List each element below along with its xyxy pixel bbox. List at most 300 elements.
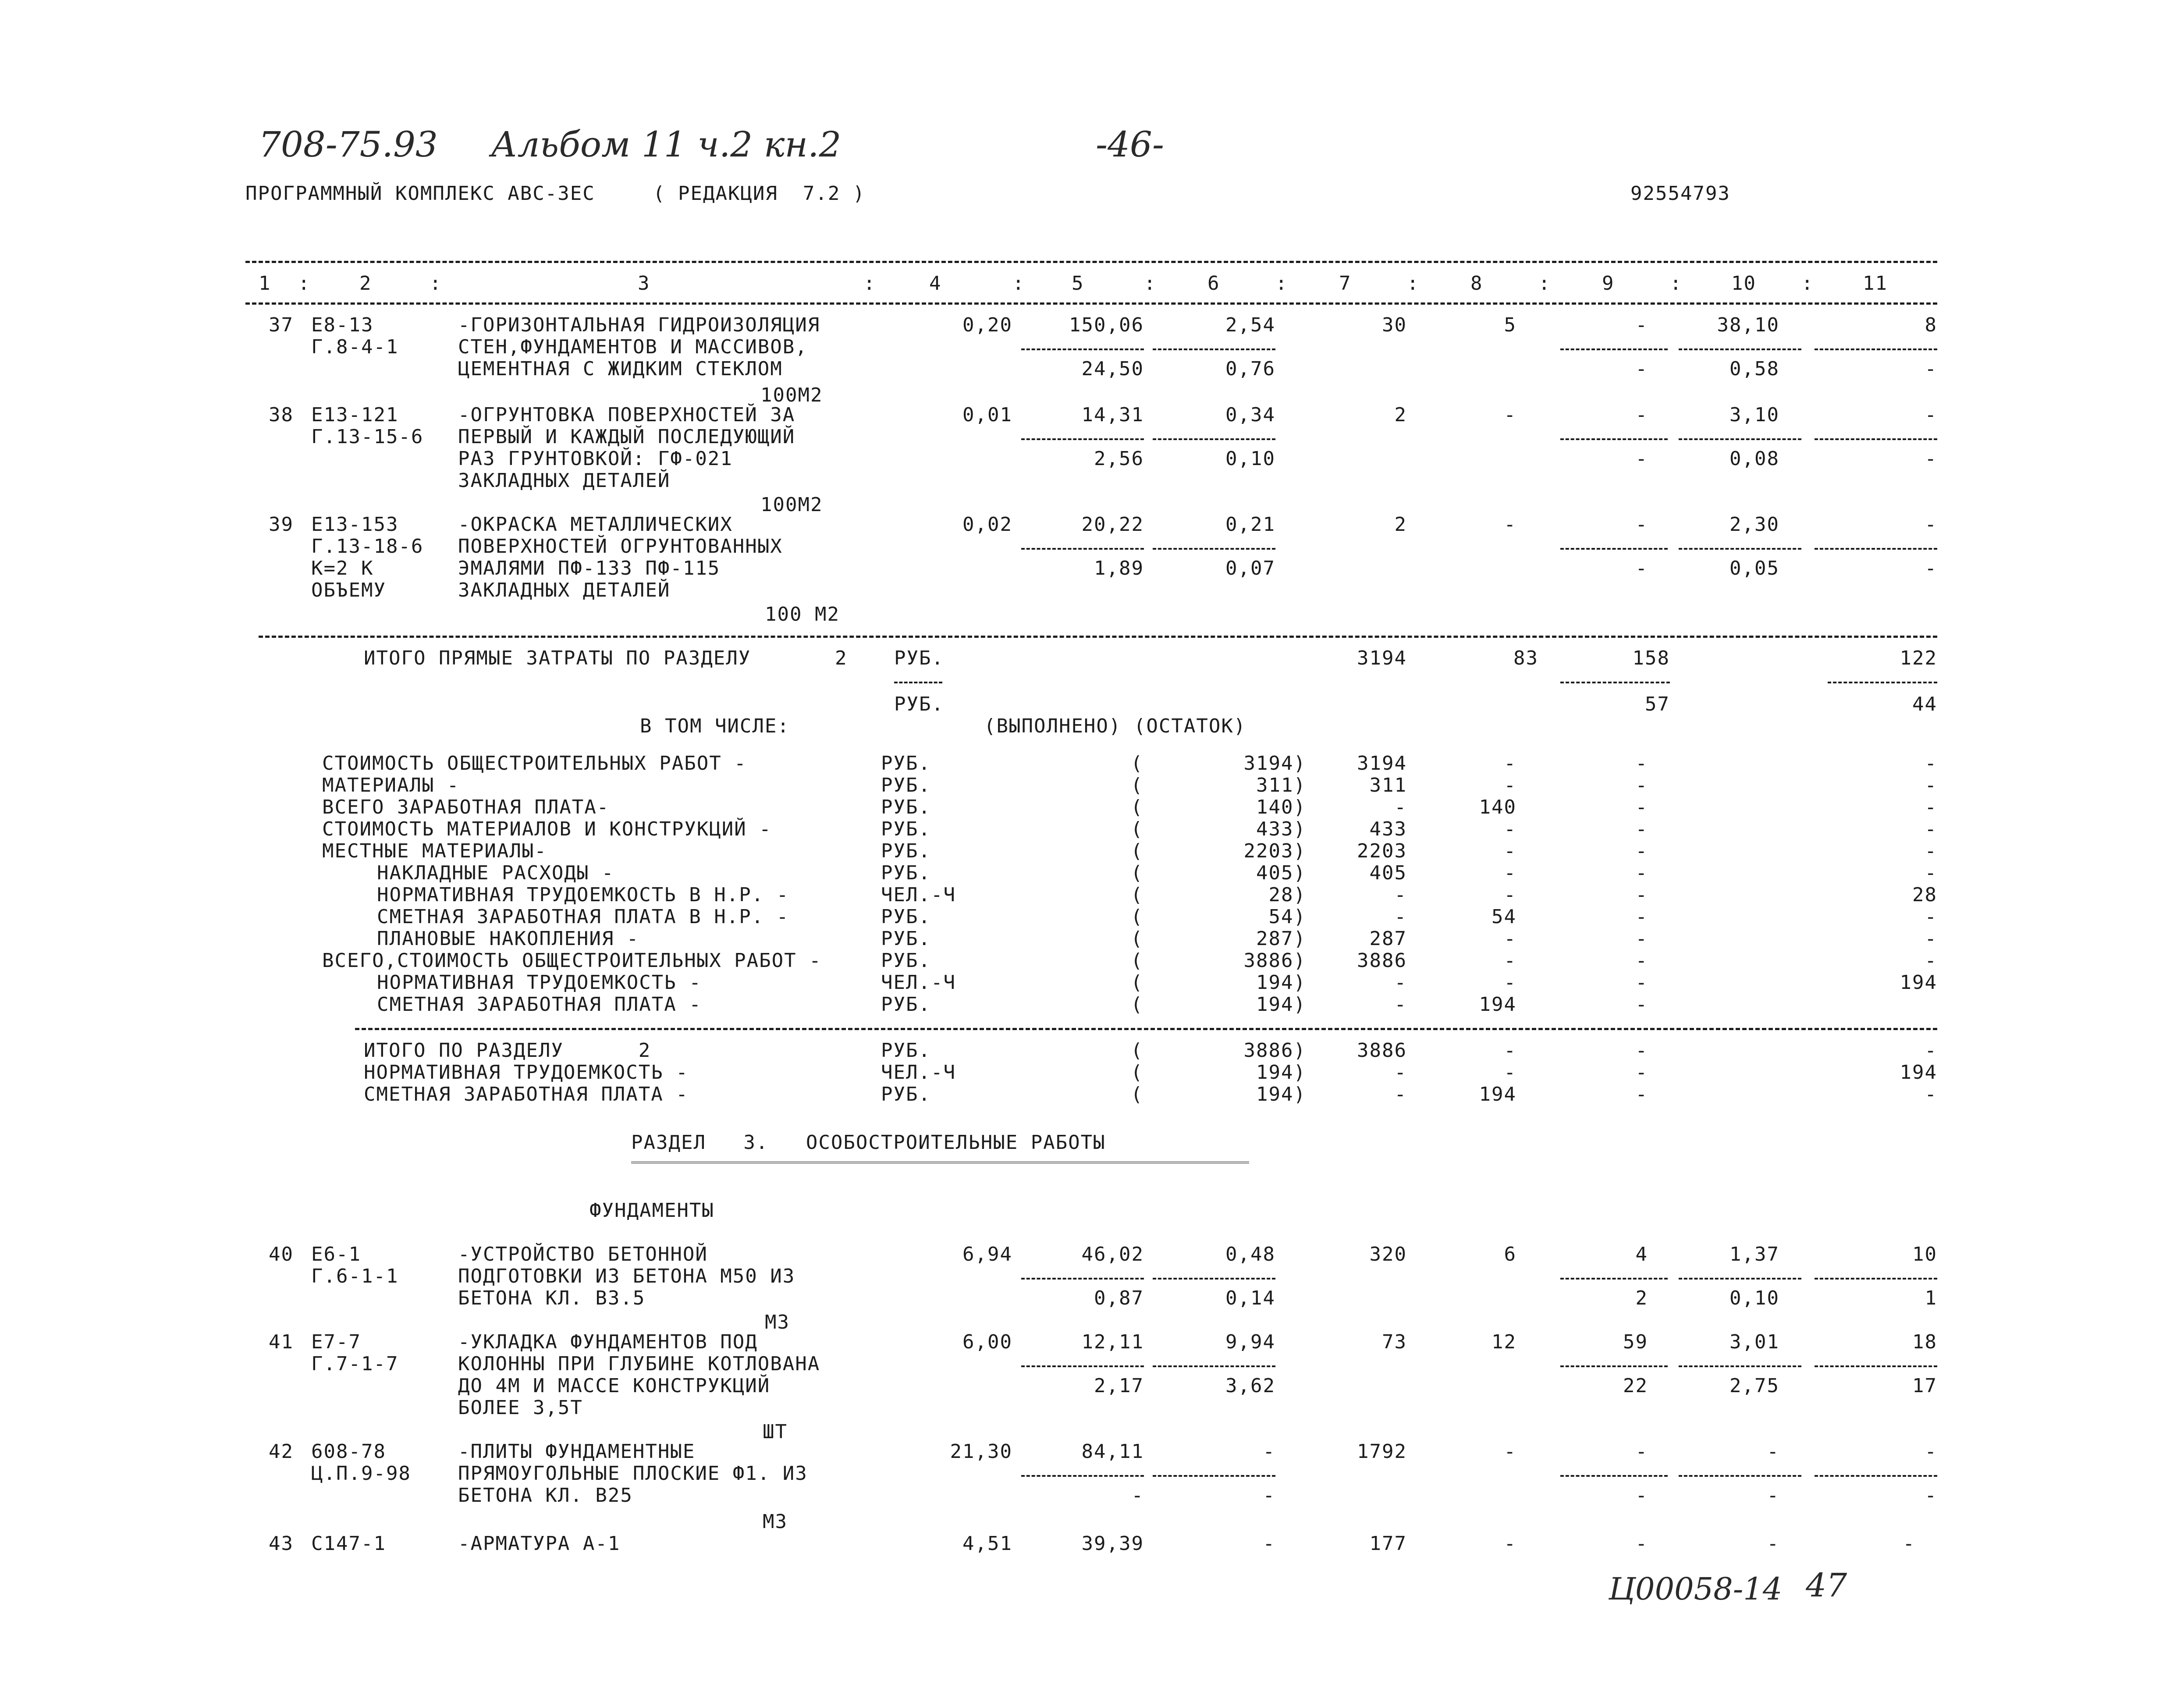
section-total-c9: -	[1635, 1083, 1648, 1105]
summary-paren-open: (	[1131, 840, 1143, 862]
section-total-unit: ЧЕЛ.-Ч	[881, 1061, 956, 1084]
summary-label: СМЕТНАЯ ЗАРАБОТНАЯ ПЛАТА В Н.Р. -	[377, 906, 789, 928]
summary-c9: -	[1635, 906, 1648, 928]
cell-unit-price: 46,02	[1081, 1243, 1144, 1265]
col-6: 6	[1207, 272, 1220, 295]
cell-divider	[1679, 548, 1801, 550]
item-description: ЭМАЛЯМИ ПФ-133 ПФ-115	[458, 557, 721, 579]
summary-c7: 433	[1369, 818, 1407, 840]
item-code: Е6-1	[311, 1243, 361, 1265]
item-unit: 100М2	[760, 494, 823, 516]
total-direct-unit: РУБ.	[894, 647, 944, 669]
summary-label: МАТЕРИАЛЫ -	[322, 774, 460, 796]
item-code: ОБЪЕМУ	[311, 579, 386, 601]
section-total-unit: РУБ.	[881, 1039, 931, 1062]
item-number: 41	[269, 1331, 294, 1353]
summary-c9: -	[1635, 818, 1648, 840]
summary-label: ПЛАНОВЫЕ НАКОПЛЕНИЯ -	[377, 928, 639, 950]
cell-wage: 0,34	[1225, 404, 1275, 426]
cell-machines: -	[1635, 314, 1648, 336]
summary-c11: -	[1925, 818, 1937, 840]
summary-paren-open: (	[1131, 818, 1143, 840]
cell-labor: 1,37	[1729, 1243, 1779, 1265]
cell-wage: 2,54	[1225, 314, 1275, 336]
item-unit: 100М2	[760, 384, 823, 406]
cell-divider	[1021, 438, 1144, 440]
cell-divider	[1153, 1278, 1275, 1280]
cell-wage-sub: 0,14	[1225, 1287, 1275, 1309]
cell-divider	[1679, 438, 1801, 440]
total-direct-c11b: 44	[1912, 693, 1937, 715]
page-number: -46-	[1096, 124, 1164, 165]
summary-c9: -	[1635, 774, 1648, 796]
cell-divider	[1815, 1475, 1937, 1477]
item-description: -ОГРУНТОВКА ПОВЕРХНОСТЕЙ ЗА	[458, 404, 795, 426]
cell-labor-sub: 0,58	[1729, 358, 1779, 380]
item-number: 37	[269, 314, 294, 336]
cell-labor-total-sub: -	[1925, 448, 1937, 470]
summary-c8: 140	[1479, 796, 1516, 818]
summary-c8: -	[1504, 818, 1516, 840]
cell-qty: 0,20	[962, 314, 1012, 336]
summary-paren-open: (	[1131, 796, 1143, 818]
cell-divider	[1021, 1475, 1144, 1477]
cell-machines-sub: -	[1635, 1484, 1648, 1507]
summary-c7: -	[1394, 796, 1407, 818]
summary-unit: РУБ.	[881, 928, 931, 950]
col-8: 8	[1470, 272, 1483, 295]
item-description: -ГОРИЗОНТАЛЬНАЯ ГИДРОИЗОЛЯЦИЯ	[458, 314, 820, 336]
col-10: 10	[1731, 272, 1756, 295]
item-description: КОЛОННЫ ПРИ ГЛУБИНЕ КОТЛОВАНА	[458, 1353, 820, 1375]
section-total-c11: -	[1925, 1083, 1937, 1105]
section-total-c8: -	[1504, 1061, 1516, 1084]
summary-c7: 405	[1369, 862, 1407, 884]
cell-qty: 0,01	[962, 404, 1012, 426]
cell-machines: 4	[1635, 1243, 1648, 1265]
cell-labor-total-sub: -	[1925, 1484, 1937, 1507]
cell-unit-price-sub: 24,50	[1081, 358, 1144, 380]
summary-c11: -	[1925, 928, 1937, 950]
cell-divider	[1021, 548, 1144, 550]
cell-labor-total: 8	[1925, 314, 1937, 336]
cell-divider	[1021, 348, 1144, 350]
section-total-c7: 3886	[1357, 1039, 1407, 1062]
summary-c8: -	[1504, 971, 1516, 994]
summary-c9: -	[1635, 949, 1648, 972]
summary-unit: РУБ.	[881, 993, 931, 1016]
cell-divider	[1815, 348, 1937, 350]
cell-divider	[1560, 1475, 1668, 1477]
total-direct-c7: 3194	[1357, 647, 1407, 669]
cell-labor-total-sub: 17	[1912, 1375, 1937, 1397]
section-total-unit: РУБ.	[881, 1083, 931, 1105]
cell-wage-sub: 0,10	[1225, 448, 1275, 470]
item-code: Ц.П.9-98	[311, 1462, 411, 1485]
item-code: Е13-153	[311, 513, 399, 536]
item-code: Е7-7	[311, 1331, 361, 1353]
item-number: 40	[269, 1243, 294, 1265]
program-name: ПРОГРАММНЫЙ КОМПЛЕКС АВС-3ЕС	[245, 182, 595, 205]
summary-c8: 194	[1479, 993, 1516, 1016]
summary-c11: -	[1925, 862, 1937, 884]
scanned-page: 708-75.93 Альбом 11 ч.2 кн.2 -46- ПРОГРАММНЫЙ КОМПЛЕКС АВС-3ЕС ( РЕДАКЦИЯ 7.2 ) 92554793 1 : 2 : 3 : 4 : 5 : 6 : 7 : 8 : 9 : 10 : 11 37 Е8-13 Г.8-4-1 -ГОРИЗОНТАЛЬНАЯ ГИДРОИЗОЛЯЦИЯ СТЕН,ФУНДАМЕНТОВ И МАССИВОВ, ЦЕМЕНТНАЯ С ЖИДКИМ СТЕКЛОМ 100М2 0,20 150,06 2,54 30 5 - 38,10 8 24,50 0,76 - 0,58 - 38 Е13-121 Г.13-15-6 -ОГРУНТОВКА ПОВЕРХНОСТЕЙ ЗА ПЕРВЫЙ И КАЖДЫЙ ПОСЛЕДУЮЩИЙ РАЗ ГРУНТОВКОЙ: ГФ-021 ЗАКЛАДНЫХ ДЕТАЛЕЙ 100М2 0,01 14,31 0,34 2 - - 3,10 - 2,56 0,10 - 0,08 - 39 Е13-153 Г.13-18-6 К=2 К ОБЪЕМУ -ОКРАСКА МЕТАЛЛИЧЕСКИХ ПОВЕРХНОСТЕЙ ОГРУНТОВАННЫХ ЭМАЛЯМИ ПФ-133 ПФ-115 ЗАКЛАДНЫХ ДЕТАЛЕЙ 100 М2 0,02 20,22 0,21 2 - - 2,30 - 1,89 0,07 - 0,05 - ИТОГО ПРЯМЫЕ ЗАТРАТЫ ПО РАЗДЕЛУ 2 РУБ. 3194 83 158 122 РУБ. 57 44 В ТОМ ЧИСЛЕ: (ВЫПОЛНЕНО) (ОСТАТОК) СТОИМОСТЬ ОБЩЕСТРОИТЕЛЬНЫХ РАБОТ - РУБ. ( 3194) 3194 - - - МАТЕРИАЛЫ - РУБ. ( 311) 311 - - - ВСЕГО ЗАРАБОТНАЯ ПЛАТА- РУБ. ( 140) - 140 - - СТОИМОСТЬ МАТЕРИАЛОВ И КОНСТРУКЦИЙ - РУБ. ( 433) 433 - - - МЕСТНЫЕ МАТЕРИАЛЫ- РУБ. ( 2203) 2203 - - - НАКЛАДНЫЕ РАСХОДЫ - РУБ. ( 405) 405 - - - НОРМАТИВНАЯ ТРУДОЕМКОСТЬ В Н.Р. - ЧЕЛ.-Ч ( 28) - - - 28 СМЕТНАЯ ЗАРАБОТНАЯ ПЛАТА В Н.Р. - РУБ. ( 54) - 54 - - ПЛАНОВЫЕ НАКОПЛЕНИЯ - РУБ. ( 287) 287 - - - ВСЕГО,СТОИМОСТЬ ОБЩЕСТРОИТЕЛЬНЫХ РАБОТ - РУБ. ( 3886) 3886 - - - НОРМАТИВНАЯ ТРУДОЕМКОСТЬ - ЧЕЛ.-Ч ( 194) - - - 194 СМЕТНАЯ ЗАРАБОТНАЯ ПЛАТА - РУБ. ( 194) - 194 - ИТОГО ПО РАЗДЕЛУ 2 РУБ. ( 3886) 3886 - - - НОРМАТИВНАЯ ТРУДОЕМКОСТЬ - ЧЕЛ.-Ч ( 194) - - - 194 СМЕТНАЯ ЗАРАБОТНАЯ ПЛАТА - РУБ. ( 194) - 194 - - РАЗДЕЛ 3. ОСОБОСТРОИТЕЛЬНЫЕ РАБОТЫ ФУНДАМЕНТЫ 40 Е6-1 Г.6-1-1 -УСТРОЙСТВО БЕТОННОЙ ПОДГОТОВКИ ИЗ БЕТОНА М50 ИЗ БЕТОНА КЛ. В3.5 М3 6,94 46,02 0,48 320 6 4 1,37 10 0,87 0,14 2 0,10 1 41 Е7-7 Г.7-1-7 -УКЛАДКА ФУНДАМЕНТОВ ПОД КОЛОННЫ ПРИ ГЛУБИНЕ КОТЛОВАНА ДО 4М И МАССЕ КОНСТРУКЦИЙ БОЛЕЕ 3,5Т ШТ 6,00 12,11 9,94 73 12 59 3,01 18 2,17 3,62 22 2,75 17 42 608-78 Ц.П.9-98 -ПЛИТЫ ФУНДАМЕНТНЫЕ ПРЯМОУГОЛЬНЫЕ ПЛОСКИЕ Ф1. ИЗ БЕТОНА КЛ. В25 М3 21,30 84,11 - 1792 - - - - - - - - - 43 С147-1 -АРМАТУРА А-1 4,51 39,39 - 177 - - - - Ц00058-14 47	[245, 124, 1937, 1607]
item-number: 38	[269, 404, 294, 426]
section-3-underline	[631, 1162, 1249, 1166]
summary-paren-open: (	[1131, 906, 1143, 928]
cell-divider	[1679, 1475, 1801, 1477]
section-rule	[259, 636, 1937, 638]
item-description: ЦЕМЕНТНАЯ С ЖИДКИМ СТЕКЛОМ	[458, 358, 783, 380]
section-total-c9: -	[1635, 1061, 1648, 1084]
summary-c7: 3886	[1357, 949, 1407, 972]
col-5: 5	[1072, 272, 1084, 295]
summary-c8: -	[1504, 752, 1516, 775]
cell-divider	[1815, 1365, 1937, 1367]
summary-c7: -	[1394, 884, 1407, 906]
cell-unit-price-sub: 2,17	[1094, 1375, 1144, 1397]
cell-divider	[1021, 1365, 1144, 1367]
cell-machines-sub: -	[1635, 358, 1648, 380]
item-description: ПРЯМОУГОЛЬНЫЕ ПЛОСКИЕ Ф1. ИЗ	[458, 1462, 808, 1485]
summary-value: 287)	[1256, 928, 1306, 950]
cell-labor: 2,30	[1729, 513, 1779, 536]
section-total-c7: -	[1394, 1061, 1407, 1084]
summary-c11: -	[1925, 774, 1937, 796]
item-description: ПОДГОТОВКИ ИЗ БЕТОНА М50 ИЗ	[458, 1265, 795, 1287]
cell-wages-total: 12	[1492, 1331, 1516, 1353]
cell-total: 2	[1394, 404, 1407, 426]
summary-label: НОРМАТИВНАЯ ТРУДОЕМКОСТЬ -	[377, 971, 702, 994]
cell-wage-sub: 0,76	[1225, 358, 1275, 380]
col-11: 11	[1863, 272, 1888, 295]
cell-wage: 9,94	[1225, 1331, 1275, 1353]
cell-divider	[1153, 1475, 1275, 1477]
summary-label: СТОИМОСТЬ ОБЩЕСТРОИТЕЛЬНЫХ РАБОТ -	[322, 752, 747, 775]
cell-machines: -	[1635, 1440, 1648, 1463]
item-description: БОЛЕЕ 3,5Т	[458, 1397, 583, 1419]
cell-labor-sub: 0,05	[1729, 557, 1779, 579]
summary-paren-open: (	[1131, 774, 1143, 796]
doc-code: 708-75.93	[259, 124, 438, 165]
col-2: 2	[359, 272, 372, 295]
summary-c8: -	[1504, 774, 1516, 796]
section-total-c9: -	[1635, 1039, 1648, 1062]
item-number: 42	[269, 1440, 294, 1463]
cell-labor: 38,10	[1717, 314, 1779, 336]
item-code: Е13-121	[311, 404, 399, 426]
item-number: 39	[269, 513, 294, 536]
cell-divider	[1560, 438, 1668, 440]
summary-unit: РУБ.	[881, 796, 931, 818]
cell-wage-sub: 0,07	[1225, 557, 1275, 579]
item-description: -УКЛАДКА ФУНДАМЕНТОВ ПОД	[458, 1331, 758, 1353]
bottom-number: 47	[1806, 1567, 1847, 1604]
cell-qty: 6,00	[962, 1331, 1012, 1353]
item-code: Г.13-18-6	[311, 535, 424, 558]
cell-wage-sub: -	[1263, 1484, 1275, 1507]
cell-unit-price-sub: 1,89	[1094, 557, 1144, 579]
summary-value: 405)	[1256, 862, 1306, 884]
summary-c11: 194	[1900, 971, 1937, 994]
album-label: Альбом 11 ч.2 кн.2	[491, 124, 842, 165]
summary-unit: РУБ.	[881, 906, 931, 928]
cell-divider	[1153, 438, 1275, 440]
cell-divider	[1153, 1365, 1275, 1367]
section-total-value: 3886)	[1243, 1039, 1306, 1062]
item-code: Г.7-1-7	[311, 1353, 399, 1375]
summary-paren-open: (	[1131, 884, 1143, 906]
summary-c9: -	[1635, 971, 1648, 994]
cell-machines: -	[1635, 404, 1648, 426]
summary-unit: РУБ.	[881, 840, 931, 862]
section-total-paren-open: (	[1131, 1039, 1143, 1062]
cell-unit-price: 20,22	[1081, 513, 1144, 536]
cell-total: 73	[1382, 1331, 1407, 1353]
cell-divider	[1560, 1365, 1668, 1367]
summary-c9: -	[1635, 993, 1648, 1016]
cell-labor-total-sub: 1	[1925, 1287, 1937, 1309]
section-total-c7: -	[1394, 1083, 1407, 1105]
summary-c11: 28	[1912, 884, 1937, 906]
item-description: СТЕН,ФУНДАМЕНТОВ И МАССИВОВ,	[458, 336, 808, 358]
cell-unit-price: 12,11	[1081, 1331, 1144, 1353]
item-description: ПОВЕРХНОСТЕЙ ОГРУНТОВАННЫХ	[458, 535, 783, 558]
section-total-paren-open: (	[1131, 1061, 1143, 1084]
total-direct-c11: 122	[1900, 647, 1937, 669]
cell-wages-total: -	[1504, 513, 1516, 536]
summary-value: 194)	[1256, 993, 1306, 1016]
cell-unit-price-sub: 0,87	[1094, 1287, 1144, 1309]
cell-divider	[1679, 348, 1801, 350]
item-description: ЗАКЛАДНЫХ ДЕТАЛЕЙ	[458, 579, 671, 601]
cell-machines-sub: -	[1635, 448, 1648, 470]
col-7: 7	[1339, 272, 1352, 295]
summary-unit: ЧЕЛ.-Ч	[881, 971, 956, 994]
cell-total: 1792	[1357, 1440, 1407, 1463]
cell-labor-total: -	[1925, 404, 1937, 426]
section-total-c11: 194	[1900, 1061, 1937, 1084]
cell-labor: 3,01	[1729, 1331, 1779, 1353]
summary-value: 54)	[1268, 906, 1306, 928]
cell-labor-sub: 0,08	[1729, 448, 1779, 470]
cell-qty: 21,30	[950, 1440, 1012, 1463]
cell-divider	[1153, 548, 1275, 550]
cell-qty: 0,02	[962, 513, 1012, 536]
cell-labor-total-sub: -	[1925, 358, 1937, 380]
cell-total: 2	[1394, 513, 1407, 536]
item-code: Г.8-4-1	[311, 336, 399, 358]
summary-label: СТОИМОСТЬ МАТЕРИАЛОВ И КОНСТРУКЦИЙ -	[322, 818, 772, 840]
cell-divider	[1560, 1278, 1668, 1280]
item-unit: 100 М2	[765, 603, 840, 626]
summary-paren-open: (	[1131, 752, 1143, 775]
summary-paren-open: (	[1131, 928, 1143, 950]
cell-labor-total-sub: -	[1925, 557, 1937, 579]
summary-unit: РУБ.	[881, 862, 931, 884]
cell-unit-price: 150,06	[1069, 314, 1144, 336]
item-unit: М3	[763, 1511, 788, 1533]
item-code: Г.6-1-1	[311, 1265, 399, 1287]
cell-wage: 0,48	[1225, 1243, 1275, 1265]
summary-c7: -	[1394, 906, 1407, 928]
cell-divider	[1153, 348, 1275, 350]
item-description: БЕТОНА КЛ. В25	[458, 1484, 633, 1507]
summary-value: 194)	[1256, 971, 1306, 994]
summary-c8: -	[1504, 928, 1516, 950]
cell-machines-sub: 2	[1635, 1287, 1648, 1309]
summary-c7: 287	[1369, 928, 1407, 950]
summary-c11: -	[1925, 949, 1937, 972]
cell-divider	[1815, 438, 1937, 440]
cell-divider	[1560, 348, 1668, 350]
summary-c8: -	[1504, 884, 1516, 906]
cell-wages-total: -	[1504, 1440, 1516, 1463]
cell-labor-total: -	[1925, 513, 1937, 536]
summary-rule	[355, 1028, 1937, 1030]
section-3-subtitle: ФУНДАМЕНТЫ	[590, 1199, 714, 1222]
summary-c7: 3194	[1357, 752, 1407, 775]
cell-labor-total: 18	[1912, 1331, 1937, 1353]
summary-value: 311)	[1256, 774, 1306, 796]
item-description: -ОКРАСКА МЕТАЛЛИЧЕСКИХ	[458, 513, 733, 536]
item-code: Г.13-15-6	[311, 426, 424, 448]
summary-c8: -	[1504, 840, 1516, 862]
summary-paren-open: (	[1131, 862, 1143, 884]
section-total-paren-open: (	[1131, 1083, 1143, 1105]
summary-unit: ЧЕЛ.-Ч	[881, 884, 956, 906]
total-direct-unit2: РУБ.	[894, 693, 944, 715]
item-description: БЕТОНА КЛ. В3.5	[458, 1287, 646, 1309]
cell-wage-sub: 3,62	[1225, 1375, 1275, 1397]
program-edition: ( РЕДАКЦИЯ 7.2 )	[653, 182, 866, 205]
item-code: К=2 К	[311, 557, 374, 579]
summary-paren-open: (	[1131, 949, 1143, 972]
item-code: Е8-13	[311, 314, 374, 336]
cell-divider	[1815, 548, 1937, 550]
section-total-c8: 194	[1479, 1083, 1516, 1105]
total-direct-c9: 158	[1632, 647, 1670, 669]
cell-machines-sub: -	[1635, 557, 1648, 579]
cell-labor-sub: 2,75	[1729, 1375, 1779, 1397]
summary-label: НАКЛАДНЫЕ РАСХОДЫ -	[377, 862, 614, 884]
summary-c11: -	[1925, 796, 1937, 818]
cell-unit-price-sub: -	[1131, 1484, 1144, 1507]
summary-c7: -	[1394, 971, 1407, 994]
summary-label: ВСЕГО ЗАРАБОТНАЯ ПЛАТА-	[322, 796, 610, 818]
bottom-code: Ц00058-14	[1609, 1571, 1783, 1607]
summary-c7: 2203	[1357, 840, 1407, 862]
item-unit: ШТ	[763, 1421, 788, 1443]
col-9: 9	[1602, 272, 1615, 295]
summary-c9: -	[1635, 796, 1648, 818]
cell-wage: -	[1263, 1440, 1275, 1463]
cell-divider	[1679, 1278, 1801, 1280]
cell-unit-price: 14,31	[1081, 404, 1144, 426]
summary-value: 433)	[1256, 818, 1306, 840]
section-total-label: СМЕТНАЯ ЗАРАБОТНАЯ ПЛАТА -	[364, 1083, 689, 1105]
total-direct-c8: 83	[1513, 647, 1538, 669]
cell-qty: 6,94	[962, 1243, 1012, 1265]
cell-machines-sub: 22	[1623, 1375, 1648, 1397]
summary-c7: -	[1394, 993, 1407, 1016]
summary-c11: -	[1925, 840, 1937, 862]
item-description: ЗАКЛАДНЫХ ДЕТАЛЕЙ	[458, 469, 671, 492]
item-description: -УСТРОЙСТВО БЕТОННОЙ	[458, 1243, 708, 1265]
cell-total: 30	[1382, 314, 1407, 336]
summary-c9: -	[1635, 884, 1648, 906]
summary-paren-open: (	[1131, 993, 1143, 1016]
total-direct-c9b: 57	[1645, 693, 1670, 715]
cell-divider	[1679, 1365, 1801, 1367]
cell-labor-sub: 0,10	[1729, 1287, 1779, 1309]
summary-value: 2203)	[1243, 840, 1306, 862]
summary-c8: -	[1504, 862, 1516, 884]
cell-wages-total: 6	[1504, 1243, 1516, 1265]
cell-unit-price-sub: 2,56	[1094, 448, 1144, 470]
cell-divider	[1021, 1278, 1144, 1280]
summary-c8: -	[1504, 949, 1516, 972]
cell-divider	[1560, 548, 1668, 550]
summary-label: СМЕТНАЯ ЗАРАБОТНАЯ ПЛАТА -	[377, 993, 702, 1016]
item-description: ДО 4М И МАССЕ КОНСТРУКЦИЙ	[458, 1375, 771, 1397]
cell-divider	[1815, 1278, 1937, 1280]
total-direct-label: ИТОГО ПРЯМЫЕ ЗАТРАТЫ ПО РАЗДЕЛУ	[364, 647, 751, 669]
col-4: 4	[929, 272, 942, 295]
cell-total: 320	[1369, 1243, 1407, 1265]
cell-labor: -	[1767, 1440, 1779, 1463]
cell-labor-total: -	[1925, 1440, 1937, 1463]
summary-c8: 54	[1492, 906, 1516, 928]
cell-unit-price: 84,11	[1081, 1440, 1144, 1463]
cell-labor-sub: -	[1767, 1484, 1779, 1507]
cell-machines: -	[1635, 513, 1648, 536]
col-3: 3	[638, 272, 650, 295]
summary-c9: -	[1635, 752, 1648, 775]
item-description: ПЕРВЫЙ И КАЖДЫЙ ПОСЛЕДУЮЩИЙ	[458, 426, 795, 448]
summary-c11: -	[1925, 906, 1937, 928]
section-total-value: 194)	[1256, 1083, 1306, 1105]
summary-paren-open: (	[1131, 971, 1143, 994]
summary-unit: РУБ.	[881, 949, 931, 972]
cell-machines: 59	[1623, 1331, 1648, 1353]
total-direct-section: 2	[835, 647, 848, 669]
summary-label: НОРМАТИВНАЯ ТРУДОЕМКОСТЬ В Н.Р. -	[377, 884, 789, 906]
section-total-label: ИТОГО ПО РАЗДЕЛУ 2	[364, 1039, 651, 1062]
cell-wages-total: 5	[1504, 314, 1516, 336]
col-1: 1	[259, 272, 271, 295]
summary-label: МЕСТНЫЕ МАТЕРИАЛЫ-	[322, 840, 547, 862]
cell-wages-total: -	[1504, 404, 1516, 426]
summary-c7: 311	[1369, 774, 1407, 796]
summary-value: 3194)	[1243, 752, 1306, 775]
document-id: 92554793	[1630, 182, 1730, 205]
section-total-c8: -	[1504, 1039, 1516, 1062]
summary-c9: -	[1635, 862, 1648, 884]
item-unit: М3	[765, 1311, 790, 1333]
section-total-label: НОРМАТИВНАЯ ТРУДОЕМКОСТЬ -	[364, 1061, 689, 1084]
summary-c11: -	[1925, 752, 1937, 775]
item-description: -ПЛИТЫ ФУНДАМЕНТНЫЕ	[458, 1440, 696, 1463]
summary-unit: РУБ.	[881, 774, 931, 796]
header-rule-top	[245, 261, 1937, 263]
section-total-value: 194)	[1256, 1061, 1306, 1084]
summary-label: ВСЕГО,СТОИМОСТЬ ОБЩЕСТРОИТЕЛЬНЫХ РАБОТ -	[322, 949, 822, 972]
item-code: 608-78	[311, 1440, 386, 1463]
summary-unit: РУБ.	[881, 752, 931, 775]
summary-value: 140)	[1256, 796, 1306, 818]
item-description: РАЗ ГРУНТОВКОЙ: ГФ-021	[458, 448, 733, 470]
